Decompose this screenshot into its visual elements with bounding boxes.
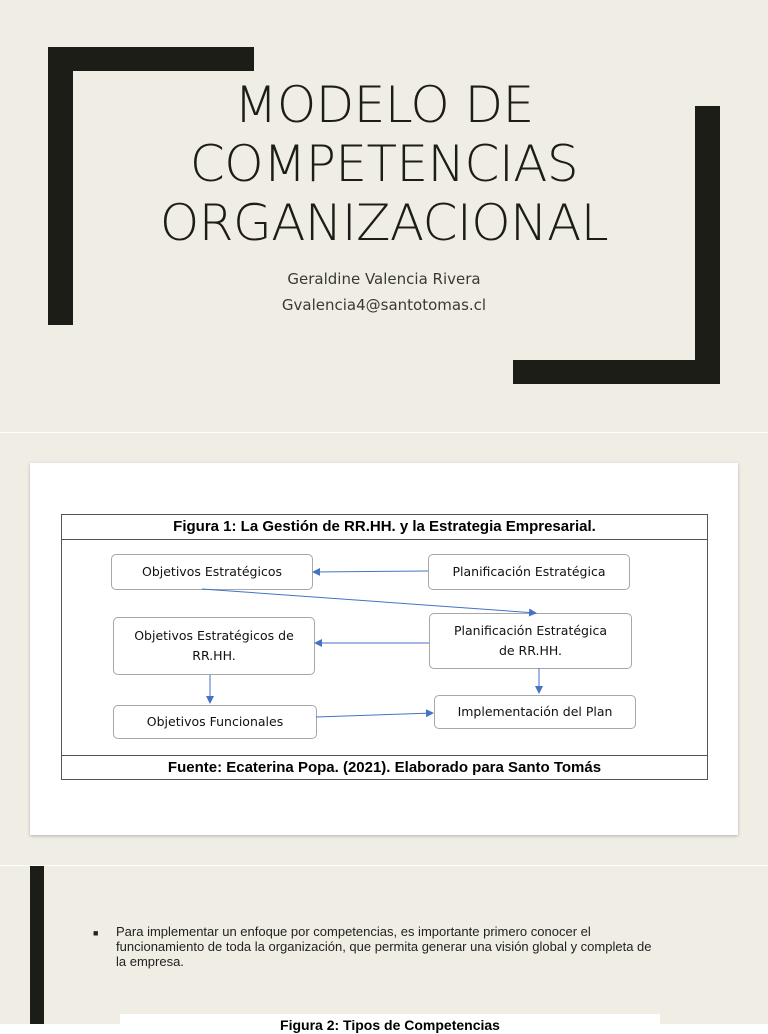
- corner-bracket-top-left: [48, 47, 254, 71]
- corner-bracket-bottom-right: [513, 360, 720, 384]
- box-label-line-2: de RR.HH.: [498, 643, 563, 658]
- figure-slide: [0, 433, 768, 865]
- box-label: Implementación del Plan: [457, 704, 613, 719]
- figure-1: [61, 514, 708, 780]
- box-label: Objetivos Funcionales: [146, 714, 284, 729]
- author-name: Geraldine Valencia Rivera: [287, 270, 481, 288]
- figure-title: Figura 1: La Gestión de RR.HH. y la Estrategia Empresarial.: [62, 515, 707, 540]
- author-email: Gvalencia4@santotomas.cl: [281, 296, 487, 314]
- title-line-1: MODELO DE: [234, 76, 534, 134]
- square-bullet-icon: ■: [93, 928, 99, 938]
- box-label: Objetivos Estratégicos: [142, 564, 282, 579]
- box-label-line-1: Planificación Estratégica: [453, 623, 607, 638]
- title-line-3: ORGANIZACIONAL: [159, 194, 609, 252]
- content-slide: [0, 866, 768, 1033]
- figure-2-title: Figura 2: Tipos de Competencias: [280, 1017, 500, 1033]
- arrow-funcionales-to-implementacion: [316, 713, 433, 717]
- left-accent-bar: [30, 866, 44, 1024]
- presentation-title: [0, 76, 768, 253]
- box-label-line-2: RR.HH.: [192, 648, 236, 663]
- flow-arrows: [62, 515, 707, 779]
- figure-card: [30, 463, 738, 835]
- figure-2-header: [120, 1014, 660, 1034]
- figure-source: Fuente: Ecaterina Popa. (2021). Elaborado para Santo Tomás: [62, 755, 707, 779]
- title-slide: [0, 0, 768, 432]
- arrow-objetivos-to-plan-rrhh: [202, 589, 536, 613]
- box-label: Planificación Estratégica: [452, 564, 606, 579]
- box-label-line-1: Objetivos Estratégicos de: [134, 628, 294, 643]
- arrow-plan-to-objetivos: [313, 571, 428, 572]
- title-line-2: COMPETENCIAS: [189, 135, 579, 193]
- intro-paragraph: Para implementar un enfoque por competencias, es importante primero conocer el funcionamiento de toda la organización, que permita generar una visión global y completa de la empresa.: [116, 924, 652, 969]
